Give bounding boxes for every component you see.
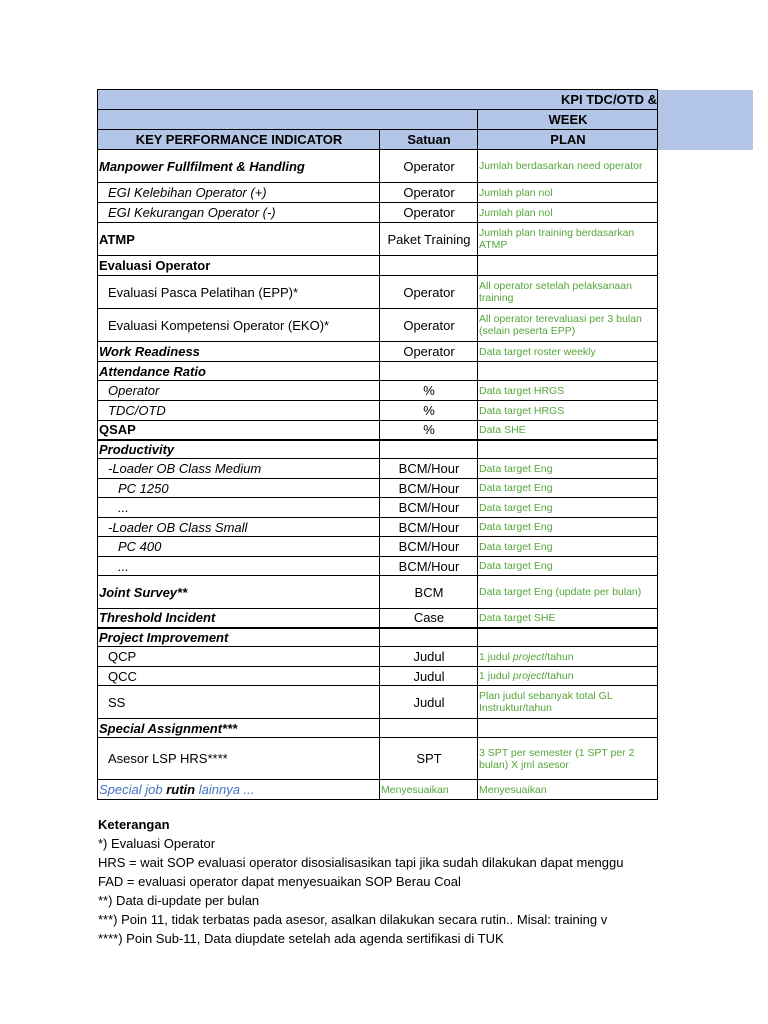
plan-cell: Data target Eng (478, 459, 658, 479)
plan-cell: Data target Eng (478, 518, 658, 537)
satuan-cell: SPT (380, 738, 478, 780)
satuan-cell: Operator (380, 342, 478, 362)
satuan-cell: Operator (380, 309, 478, 342)
satuan-cell: BCM/Hour (380, 479, 478, 498)
title-row (98, 90, 658, 110)
kpi-cell: Project Improvement (98, 628, 380, 647)
satuan-cell: Paket Training (380, 223, 478, 256)
note-line: ***) Poin 11, tidak terbatas pada asesor, asalkan dilakukan secara rutin.. Misal: training v (98, 912, 608, 927)
plan-cell: Data SHE (478, 421, 658, 440)
notes-heading: Keterangan (98, 817, 170, 832)
table-row (98, 780, 658, 800)
table-title: KPI TDC/OTD & (98, 90, 658, 110)
plan-cell: 1 judul project/tahun (478, 667, 658, 686)
kpi-cell: SS (98, 686, 380, 719)
satuan-cell (380, 362, 478, 381)
satuan-cell: Operator (380, 203, 478, 223)
satuan-cell: Operator (380, 183, 478, 203)
satuan-cell (380, 256, 478, 276)
kpi-cell: Joint Survey** (98, 576, 380, 609)
plan-cell (478, 440, 658, 459)
table-row (98, 309, 658, 342)
kpi-cell: Evaluasi Pasca Pelatihan (EPP)* (98, 276, 380, 309)
plan-cell: All operator terevaluasi per 3 bulan (selain peserta EPP) (478, 309, 658, 342)
kpi-cell: ... (98, 557, 380, 576)
kpi-cell: QSAP (98, 421, 380, 440)
plan-cell: Plan judul sebanyak total GL Instruktur/tahun (478, 686, 658, 719)
plan-cell: Jumlah berdasarkan need operator (478, 150, 658, 183)
kpi-cell: EGI Kelebihan Operator (+) (98, 183, 380, 203)
note-line: ****) Poin Sub-11, Data diupdate setelah ada agenda sertifikasi di TUK (98, 931, 504, 946)
kpi-cell: Productivity (98, 440, 380, 459)
satuan-cell (380, 719, 478, 738)
table-row (98, 342, 658, 362)
satuan-cell (380, 440, 478, 459)
week-header: WEEK (478, 110, 658, 130)
kpi-cell: Special job rutin lainnya ... (98, 780, 380, 800)
kpi-table-sheet (97, 89, 657, 802)
note-line: FAD = evaluasi operator dapat menyesuaikan SOP Berau Coal (98, 874, 461, 889)
satuan-cell (380, 628, 478, 647)
table-row (98, 609, 658, 628)
plan-cell: 1 judul project/tahun (478, 647, 658, 667)
table-row (98, 256, 658, 276)
satuan-cell: BCM (380, 576, 478, 609)
table-row (98, 479, 658, 498)
table-row (98, 738, 658, 780)
plan-cell: 3 SPT per semester (1 SPT per 2 bulan) X jml asesor (478, 738, 658, 780)
plan-column-header: PLAN (478, 130, 658, 150)
kpi-cell: Operator (98, 381, 380, 401)
satuan-cell: % (380, 421, 478, 440)
table-row (98, 276, 658, 309)
table-row (98, 421, 658, 440)
plan-cell: All operator setelah pelaksanaan training (478, 276, 658, 309)
kpi-cell: Threshold Incident (98, 609, 380, 628)
plan-cell: Data target Eng (478, 498, 658, 518)
table-row (98, 498, 658, 518)
note-line: *) Evaluasi Operator (98, 836, 216, 851)
table-row (98, 686, 658, 719)
table-row (98, 381, 658, 401)
table-row (98, 628, 658, 647)
kpi-cell: Evaluasi Kompetensi Operator (EKO)* (98, 309, 380, 342)
plan-cell: Data target HRGS (478, 401, 658, 421)
notes-section (98, 815, 639, 948)
note-line: **) Data di-update per bulan (98, 893, 260, 908)
table-row (98, 223, 658, 256)
kpi-cell: Evaluasi Operator (98, 256, 380, 276)
plan-cell (478, 628, 658, 647)
kpi-cell: ATMP (98, 223, 380, 256)
column-header-row (98, 130, 658, 150)
week-row (98, 110, 658, 130)
kpi-cell: -Loader OB Class Medium (98, 459, 380, 479)
plan-cell: Menyesuaikan (478, 780, 658, 800)
plan-cell: Jumlah plan nol (478, 203, 658, 223)
plan-cell: Data target Eng (478, 557, 658, 576)
satuan-cell: Judul (380, 647, 478, 667)
kpi-column-header: KEY PERFORMANCE INDICATOR (98, 130, 380, 150)
table-row (98, 647, 658, 667)
kpi-cell: EGI Kekurangan Operator (-) (98, 203, 380, 223)
plan-cell: Data target Eng (478, 479, 658, 498)
kpi-cell: ... (98, 498, 380, 518)
table-row (98, 203, 658, 223)
plan-cell: Data target SHE (478, 609, 658, 628)
table-row (98, 518, 658, 537)
satuan-column-header: Satuan (380, 130, 478, 150)
table-row (98, 667, 658, 686)
kpi-cell: Asesor LSP HRS**** (98, 738, 380, 780)
satuan-cell: BCM/Hour (380, 498, 478, 518)
table-row (98, 183, 658, 203)
satuan-cell: % (380, 381, 478, 401)
kpi-cell: Special Assignment*** (98, 719, 380, 738)
kpi-cell: -Loader OB Class Small (98, 518, 380, 537)
satuan-cell: Operator (380, 276, 478, 309)
kpi-cell: TDC/OTD (98, 401, 380, 421)
satuan-cell: Operator (380, 150, 478, 183)
kpi-cell: QCP (98, 647, 380, 667)
kpi-cell: Work Readiness (98, 342, 380, 362)
satuan-cell: BCM/Hour (380, 557, 478, 576)
kpi-cell: Attendance Ratio (98, 362, 380, 381)
kpi-cell: QCC (98, 667, 380, 686)
table-row (98, 557, 658, 576)
kpi-cell: Manpower Fullfilment & Handling (98, 150, 380, 183)
table-row (98, 150, 658, 183)
note-line: HRS = wait SOP evaluasi operator disosialisasikan tapi jika sudah dilakukan dapat menggu (98, 855, 624, 870)
satuan-cell: BCM/Hour (380, 459, 478, 479)
satuan-cell: Judul (380, 667, 478, 686)
table-row (98, 719, 658, 738)
kpi-cell: PC 400 (98, 537, 380, 557)
plan-cell: Data target Eng (update per bulan) (478, 576, 658, 609)
satuan-cell: BCM/Hour (380, 518, 478, 537)
kpi-table (97, 89, 658, 800)
table-row (98, 537, 658, 557)
kpi-cell: PC 1250 (98, 479, 380, 498)
satuan-cell: Menyesuaikan (380, 780, 478, 800)
plan-cell: Jumlah plan nol (478, 183, 658, 203)
table-row (98, 459, 658, 479)
table-row (98, 362, 658, 381)
plan-cell (478, 719, 658, 738)
satuan-cell: % (380, 401, 478, 421)
plan-cell: Data target HRGS (478, 381, 658, 401)
plan-cell (478, 256, 658, 276)
plan-cell: Data target Eng (478, 537, 658, 557)
satuan-cell: Case (380, 609, 478, 628)
table-row (98, 576, 658, 609)
satuan-cell: BCM/Hour (380, 537, 478, 557)
plan-cell: Jumlah plan training berdasarkan ATMP (478, 223, 658, 256)
satuan-cell: Judul (380, 686, 478, 719)
table-row (98, 401, 658, 421)
plan-cell (478, 362, 658, 381)
plan-cell: Data target roster weekly (478, 342, 658, 362)
table-row (98, 440, 658, 459)
